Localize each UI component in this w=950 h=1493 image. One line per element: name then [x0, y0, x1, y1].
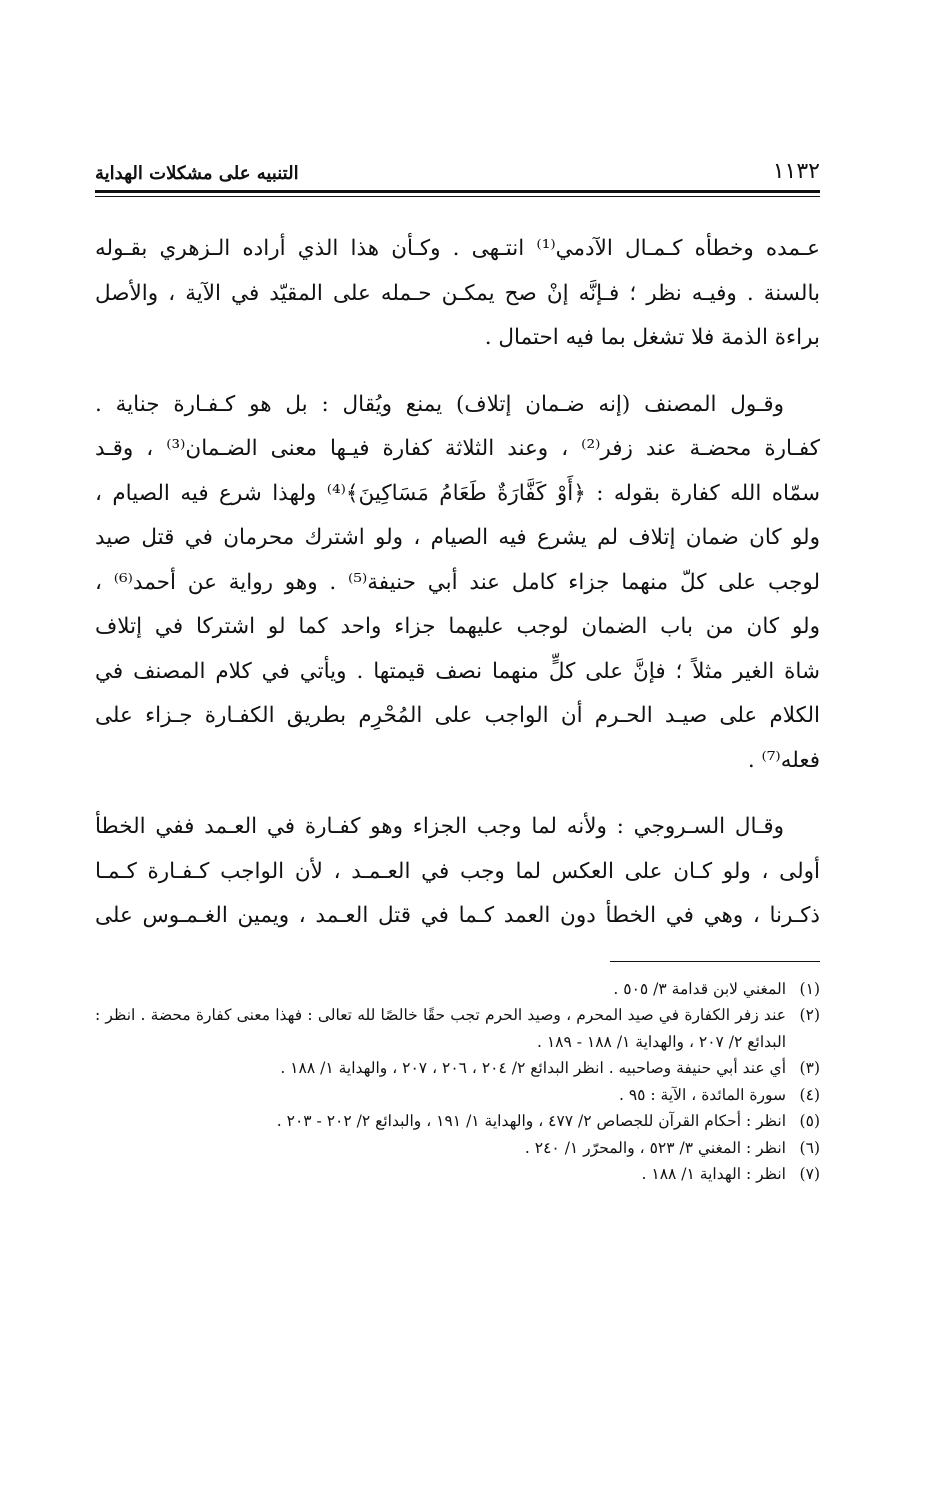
text-line: عـمده وخطأه كـمـال الآدمي⁽¹⁾ انتـهى . وكـأن هذا الذي أراده الـزهري بقـوله: [95, 236, 820, 261]
text-line: ذكـرنا ، وهي في الخطأ دون العمد كـما في قتل العـمد ، ويمين الغـمـوس على: [95, 903, 820, 928]
footnote-1: [95, 976, 820, 1003]
header-rule-thick: [95, 190, 820, 193]
footnote-text: انظر : المغني ٣/ ٥٢٣ ، والمحرّر ١/ ٢٤٠ .: [524, 1138, 786, 1157]
footnote-3: [95, 1055, 820, 1082]
text-line: فعله⁽⁷⁾ .: [747, 747, 820, 773]
footnote-4: [95, 1082, 820, 1109]
page-number: ١١٣٢: [772, 159, 820, 184]
footnote-number: (٥): [799, 1112, 820, 1130]
paragraph-1: [95, 227, 820, 361]
text-line: وقـول المصنف (إنه ضـمان إتلاف) يمنع ويُقال : بل هو كـفـارة جناية .: [95, 391, 784, 417]
footnote-number: (٤): [799, 1085, 820, 1104]
footnote-text: انظر : أحكام القرآن للجصاص ٢/ ٤٧٧ ، والهداية ١/ ١٩١ ، والبدائع ٢/ ٢٠٢ - ٢٠٣ .: [276, 1112, 786, 1130]
book-page: [95, 150, 820, 1430]
text-line: لوجب على كلّ منهما جزاء كامل عند أبي حنيفة⁽⁵⁾ . وهو رواية عن أحمد⁽⁶⁾ ،: [95, 569, 820, 595]
footnote-separator: [610, 961, 820, 962]
text-line: أولى ، ولو كـان على العكس لما وجب في العـمـد ، لأن الواجب كـفـارة كـمـا: [95, 858, 820, 884]
footnote-number: (٧): [799, 1165, 820, 1183]
footnote-number: (٣): [799, 1059, 820, 1077]
footnote-text: أي عند أبي حنيفة وصاحبيه . انظر البدائع ٢/ ٢٠٤ ، ٢٠٦ ، ٢٠٧ ، والهداية ١/ ١٨٨ .: [280, 1059, 786, 1077]
text-line: بالسنة . وفيـه نظر ؛ فـإنَّه إنْ صح يمكـن حـمله على المقيّد في الآية ، والأصل: [95, 280, 820, 306]
text-line: وقـال السـروجي : ولأنه لما وجب الجزاء وهو كفـارة في العـمد ففي الخطأ: [95, 814, 784, 839]
text-line: الكلام على صيـد الحـرم أن الواجب على المُحْرِم بطريق الكفـارة جـزاء على: [95, 703, 820, 728]
main-text: [95, 227, 820, 939]
text-line: براءة الذمة فلا تشغل بما فيه احتمال .: [484, 325, 820, 350]
running-title: التنبيه على مشكلات الهداية: [95, 163, 299, 184]
footnote-text: انظر : الهداية ١/ ١٨٨ .: [641, 1165, 786, 1183]
paragraph-3: [95, 805, 820, 939]
text-line: ولو كان من باب الضمان لوجب عليهما جزاء واحد كما لو اشتركا في إتلاف: [95, 614, 820, 639]
footnote-text: المغني لابن قدامة ٣/ ٥٠٥ .: [613, 979, 786, 998]
paragraph-2: [95, 383, 820, 784]
footnote-number: (١): [799, 979, 820, 998]
footnote-6: [95, 1135, 820, 1162]
text-line: ولو كان ضمان إتلاف لم يشرع فيه الصيام ، ولو اشترك محرمان في قتل صيد: [95, 525, 820, 550]
footnote-2: [95, 1002, 820, 1055]
text-line: شاة الغير مثلاً ؛ فإنَّ على كلٍّ منهما نصف قيمتها . ويأتي في كلام المصنف في: [95, 658, 820, 684]
text-line: كفـارة محضـة عند زفر⁽²⁾ ، وعند الثلاثة كفارة فيـها معنى الضـمان⁽³⁾ ، وقـد: [95, 436, 820, 461]
footnote-7: [95, 1161, 820, 1188]
page-header: [95, 150, 820, 184]
footnote-text: سورة المائدة ، الآية : ٩٥ .: [618, 1085, 786, 1104]
text-line: سمّاه الله كفارة بقوله : ﴿أَوْ كَفَّارَةٌ طَعَامُ مَسَاكِينَ﴾⁽⁴⁾ ولهذا شرع فيه الصيام ،: [95, 480, 820, 506]
footnote-5: [95, 1108, 820, 1135]
footnotes: [95, 976, 820, 1188]
footnote-text: عند زفر الكفارة في صيد المحرم ، وصيد الحرم تجب حقًا خالصًا لله تعالى : فهذا معنى كفارة محضة . انظر : البدائع ٢/ ٢٠٧ ، والهداية ١/ ١٨٨ - ١٨٩ .: [95, 1006, 786, 1051]
footnote-number: (٢): [799, 1006, 820, 1024]
footnote-number: (٦): [799, 1138, 820, 1157]
header-rule-thin: [95, 196, 820, 197]
